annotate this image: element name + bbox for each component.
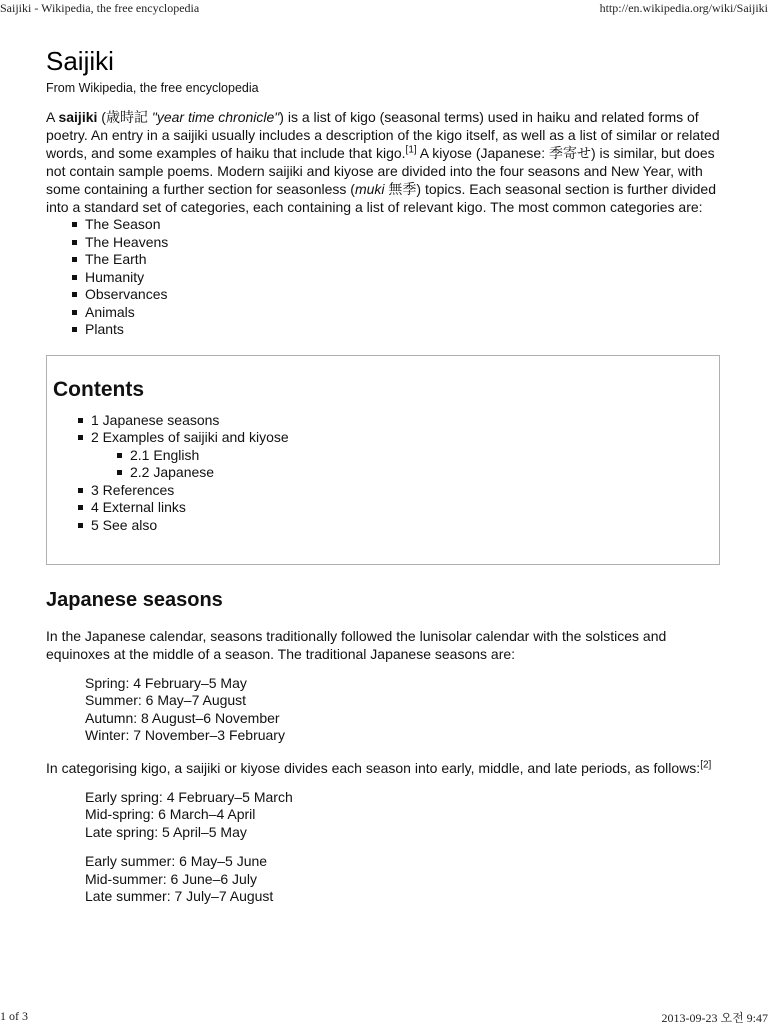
- toc-list: [53, 412, 719, 535]
- intro-paragraph: [46, 108, 722, 216]
- print-datetime: 2013-09-23 오전 9:47: [661, 1011, 768, 1025]
- season-list: [46, 675, 722, 745]
- toc-item-examples[interactable]: [91, 429, 719, 447]
- table-of-contents: [46, 355, 720, 565]
- bullet-icon: [78, 488, 83, 493]
- article-content: [46, 44, 722, 906]
- toc-link[interactable]: 2.1 English: [130, 446, 200, 463]
- bullet-icon: [78, 523, 83, 528]
- page-url[interactable]: http://en.wikipedia.org/wiki/Saijiki: [599, 1, 768, 15]
- intro-text-2: (歳時記: [97, 109, 152, 125]
- bullet-icon: [72, 257, 77, 262]
- season-item: Autumn: 8 August–6 November: [85, 709, 280, 726]
- toc-item-external-links[interactable]: [91, 499, 719, 517]
- term-muki: muki: [354, 181, 385, 197]
- section-intro-paragraph: In the Japanese calendar, seasons traditionally followed the lunisolar calendar with the solstices and equinoxes at the middle of a season. The traditional Japanese seasons are:: [46, 627, 667, 662]
- toc-item-see-also[interactable]: [91, 517, 719, 535]
- periods-intro-paragraph: [46, 759, 722, 777]
- season-item: Winter: 7 November–3 February: [85, 727, 285, 743]
- list-item: [85, 234, 722, 252]
- reference-link-1[interactable]: [1]: [405, 144, 417, 156]
- toc-link[interactable]: 2.2 Japanese: [130, 464, 215, 480]
- bullet-icon: [117, 453, 122, 458]
- bullet-icon: [72, 310, 77, 315]
- season-item: Summer: 6 May–7 August: [85, 692, 247, 708]
- list-item: [85, 304, 722, 322]
- period-item: Early spring: 4 February–5 March: [85, 788, 293, 805]
- toc-title: Contents: [53, 377, 144, 401]
- bullet-icon: [78, 505, 83, 510]
- intro-text-1: A: [46, 109, 59, 125]
- category-label: The Heavens: [85, 233, 169, 250]
- bullet-icon: [72, 240, 77, 245]
- summer-periods-list: [46, 853, 722, 906]
- intro-text-5: 無季) topics. Each seasonal section is further divided into a standard set of categories, each containing a list of relevant kigo. The most common categories are:: [46, 181, 716, 215]
- bullet-icon: [72, 275, 77, 280]
- print-footer: [0, 1008, 768, 1024]
- toc-link[interactable]: 4 External links: [91, 499, 186, 515]
- period-item: Mid-summer: 6 June–6 July: [85, 870, 257, 887]
- toc-item-references[interactable]: [91, 482, 719, 500]
- toc-item-english[interactable]: [91, 447, 719, 465]
- list-item: [85, 251, 722, 269]
- category-label: Animals: [85, 303, 135, 320]
- period-item: Early summer: 6 May–5 June: [85, 853, 268, 869]
- toc-item-japanese[interactable]: [91, 464, 719, 482]
- page-title: Saijiki: [46, 46, 114, 76]
- bullet-icon: [72, 292, 77, 297]
- intro-text-3: ) is a list of kigo (seasonal terms) used in haiku and related forms of poetry. An entry in a saijiki usually includes a description of the kigo itself, as well as a list of similar or related words, and some examples of haiku that include that kigo.: [46, 109, 720, 161]
- page-tab-title: Saijiki - Wikipedia, the free encyclopedia: [0, 1, 200, 15]
- bullet-icon: [72, 222, 77, 227]
- period-item: Late summer: 7 July–7 August: [85, 888, 274, 904]
- periods-intro-text: In categorising kigo, a saijiki or kiyose divides each season into early, middle, and late periods, as follows:: [46, 759, 701, 776]
- list-item: [85, 286, 722, 304]
- toc-link[interactable]: 5 See also: [91, 516, 158, 533]
- list-item: [85, 269, 722, 287]
- page-number: 1 of 3: [0, 1009, 28, 1023]
- category-list: [46, 216, 722, 339]
- toc-item-japanese-seasons[interactable]: [91, 412, 719, 430]
- season-item: Spring: 4 February–5 May: [85, 674, 247, 691]
- toc-link[interactable]: 3 References: [91, 481, 175, 498]
- category-label: Humanity: [85, 268, 145, 285]
- category-label: Plants: [85, 321, 124, 337]
- period-item: Late spring: 5 April–5 May: [85, 823, 247, 840]
- category-label: The Earth: [85, 251, 147, 267]
- category-label: Observances: [85, 286, 168, 302]
- spring-periods-list: [46, 789, 722, 842]
- list-item: [85, 321, 722, 339]
- list-item: [85, 216, 722, 234]
- intro-text-4: A kiyose (Japanese: 季寄せ) is similar, but does not contain sample poems. Modern saijiki and kiyose are divided into the four seasons and New Year, with some containing a further section for seasonless (: [46, 145, 715, 197]
- bullet-icon: [78, 418, 83, 423]
- toc-link[interactable]: 2 Examples of saijiki and kiyose: [91, 429, 289, 445]
- print-header: [0, 0, 768, 18]
- section-heading-japanese-seasons: Japanese seasons: [46, 588, 223, 611]
- bullet-icon: [72, 327, 77, 332]
- category-label: The Season: [85, 216, 161, 232]
- page-subtitle: From Wikipedia, the free encyclopedia: [46, 81, 259, 95]
- toc-link[interactable]: 1 Japanese seasons: [91, 411, 220, 428]
- term-saijiki: saijiki: [58, 109, 98, 125]
- bullet-icon: [78, 435, 83, 440]
- translation-italic: "year time chronicle": [151, 109, 280, 125]
- period-item: Mid-spring: 6 March–4 April: [85, 806, 256, 822]
- bullet-icon: [117, 470, 122, 475]
- reference-link-2[interactable]: [2]: [700, 758, 712, 770]
